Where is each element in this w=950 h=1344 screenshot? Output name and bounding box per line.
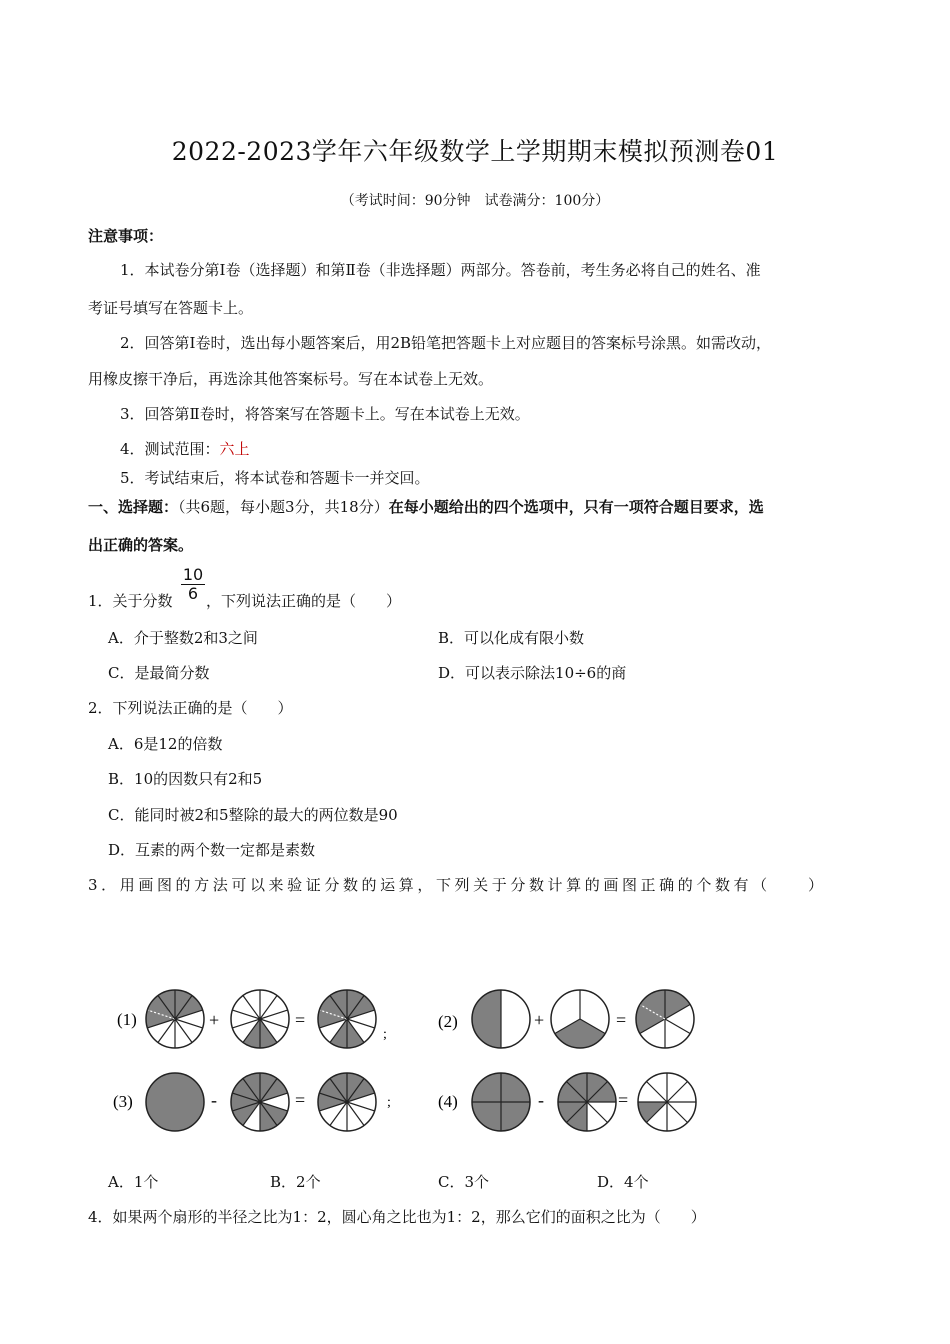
section-1-instruction: 在每小题给出的四个选项中，只有一项符合题目要求，选: [388, 498, 764, 516]
q2-option-c: C．能同时被2和5整除的最大的两位数是90: [108, 806, 398, 824]
section-1-header: [88, 497, 764, 517]
pie-2-3: [636, 990, 694, 1048]
fraction-10-6: [180, 566, 206, 603]
question-1-prefix: 1．关于分数: [88, 592, 173, 610]
equals-sign-1: =: [295, 1010, 306, 1030]
pie-1-1: [146, 990, 204, 1048]
q2-option-b: B．10的因数只有2和5: [108, 770, 263, 788]
notes-heading: 注意事项：: [88, 227, 164, 245]
pie-sector: [501, 990, 530, 1048]
note-2: 2．回答第Ⅰ卷时，选出每小题答案后，用2B铅笔把答题卡上对应题目的答案标号涂黑。如需改动，: [120, 334, 772, 352]
minus-sign-1: -: [211, 1090, 217, 1110]
pie-1-3: [318, 990, 376, 1048]
note-1-cont: 考证号填写在答题卡上。: [88, 299, 254, 317]
plus-sign-1: +: [209, 1010, 220, 1030]
figure-label-1: (1): [117, 1010, 137, 1029]
minus-sign-2: -: [538, 1090, 544, 1110]
shaded-circle: [146, 1073, 204, 1131]
q2-option-a: A．6是12的倍数: [108, 735, 223, 753]
equals-sign-3: =: [295, 1090, 306, 1110]
test-scope: 六上: [219, 440, 250, 458]
q3-option-a: A．1个: [108, 1173, 159, 1191]
pie-sector: [472, 990, 501, 1048]
pie-4-1: [472, 1073, 530, 1131]
page-title: 2022-2023学年六年级数学上学期期末模拟预测卷01: [171, 137, 779, 166]
note-1: 1．本试卷分第Ⅰ卷（选择题）和第Ⅱ卷（非选择题）两部分。答卷前，考生务必将自己的姓名、准: [120, 261, 761, 279]
figure-label-4: (4): [438, 1092, 458, 1111]
pie-2-2: [551, 990, 609, 1048]
pie-3-1: [146, 1073, 204, 1131]
q1-option-d: D．可以表示除法10÷6的商: [438, 664, 627, 682]
pie-1-2: [231, 990, 289, 1048]
section-1-info: （共6题，每小题3分，共18分）: [178, 498, 389, 516]
note-4: [120, 439, 250, 459]
fraction-denominator: 6: [187, 584, 199, 603]
figure-label-2: (2): [438, 1012, 458, 1031]
pie-3-3: [318, 1073, 376, 1131]
question-3: 3．用画图的方法可以来验证分数的运算，下列关于分数计算的画图正确的个数有（ ）: [88, 876, 827, 894]
q3-option-b: B．2个: [270, 1173, 321, 1191]
plus-sign-2: +: [534, 1010, 545, 1030]
exam-info: （考试时间：90分钟 试卷满分：100分）: [340, 193, 610, 209]
section-1-title: 一、选择题：: [88, 498, 179, 516]
q3-option-c: C．3个: [438, 1173, 490, 1191]
question-1-suffix: ，下列说法正确的是（ ）: [206, 592, 402, 610]
semicolon-1: ;: [383, 1027, 387, 1042]
fraction-pie-figures: [105, 982, 705, 1132]
figure-label-3: (3): [113, 1092, 133, 1111]
pie-4-3: [638, 1073, 696, 1131]
semicolon-2: ;: [387, 1095, 391, 1110]
pie-2-1: [472, 990, 530, 1048]
equals-sign-2: =: [616, 1010, 627, 1030]
note-4-label: 4．测试范围：: [120, 440, 220, 458]
question-2: 2．下列说法正确的是（ ）: [88, 699, 293, 717]
note-5: 5．考试结束后，将本试卷和答题卡一并交回。: [120, 469, 430, 487]
pie-3-2: [231, 1073, 289, 1131]
q2-option-d: D．互素的两个数一定都是素数: [108, 841, 316, 859]
section-1-instruction-cont: 出正确的答案。: [88, 536, 194, 554]
fraction-numerator: 10: [182, 565, 204, 584]
q1-option-a: A．介于整数2和3之间: [108, 629, 258, 647]
q3-option-d: D．4个: [597, 1173, 649, 1191]
question-4: 4．如果两个扇形的半径之比为1：2，圆心角之比也为1：2，那么它们的面积之比为（ ）: [88, 1208, 706, 1226]
note-3: 3．回答第Ⅱ卷时，将答案写在答题卡上。写在本试卷上无效。: [120, 405, 530, 423]
note-2-cont: 用橡皮擦干净后，再选涂其他答案标号。写在本试卷上无效。: [88, 370, 494, 388]
pie-4-2: [558, 1073, 616, 1131]
q1-option-b: B．可以化成有限小数: [438, 629, 585, 647]
q1-option-c: C．是最简分数: [108, 664, 210, 682]
equals-sign-4: =: [618, 1090, 629, 1110]
